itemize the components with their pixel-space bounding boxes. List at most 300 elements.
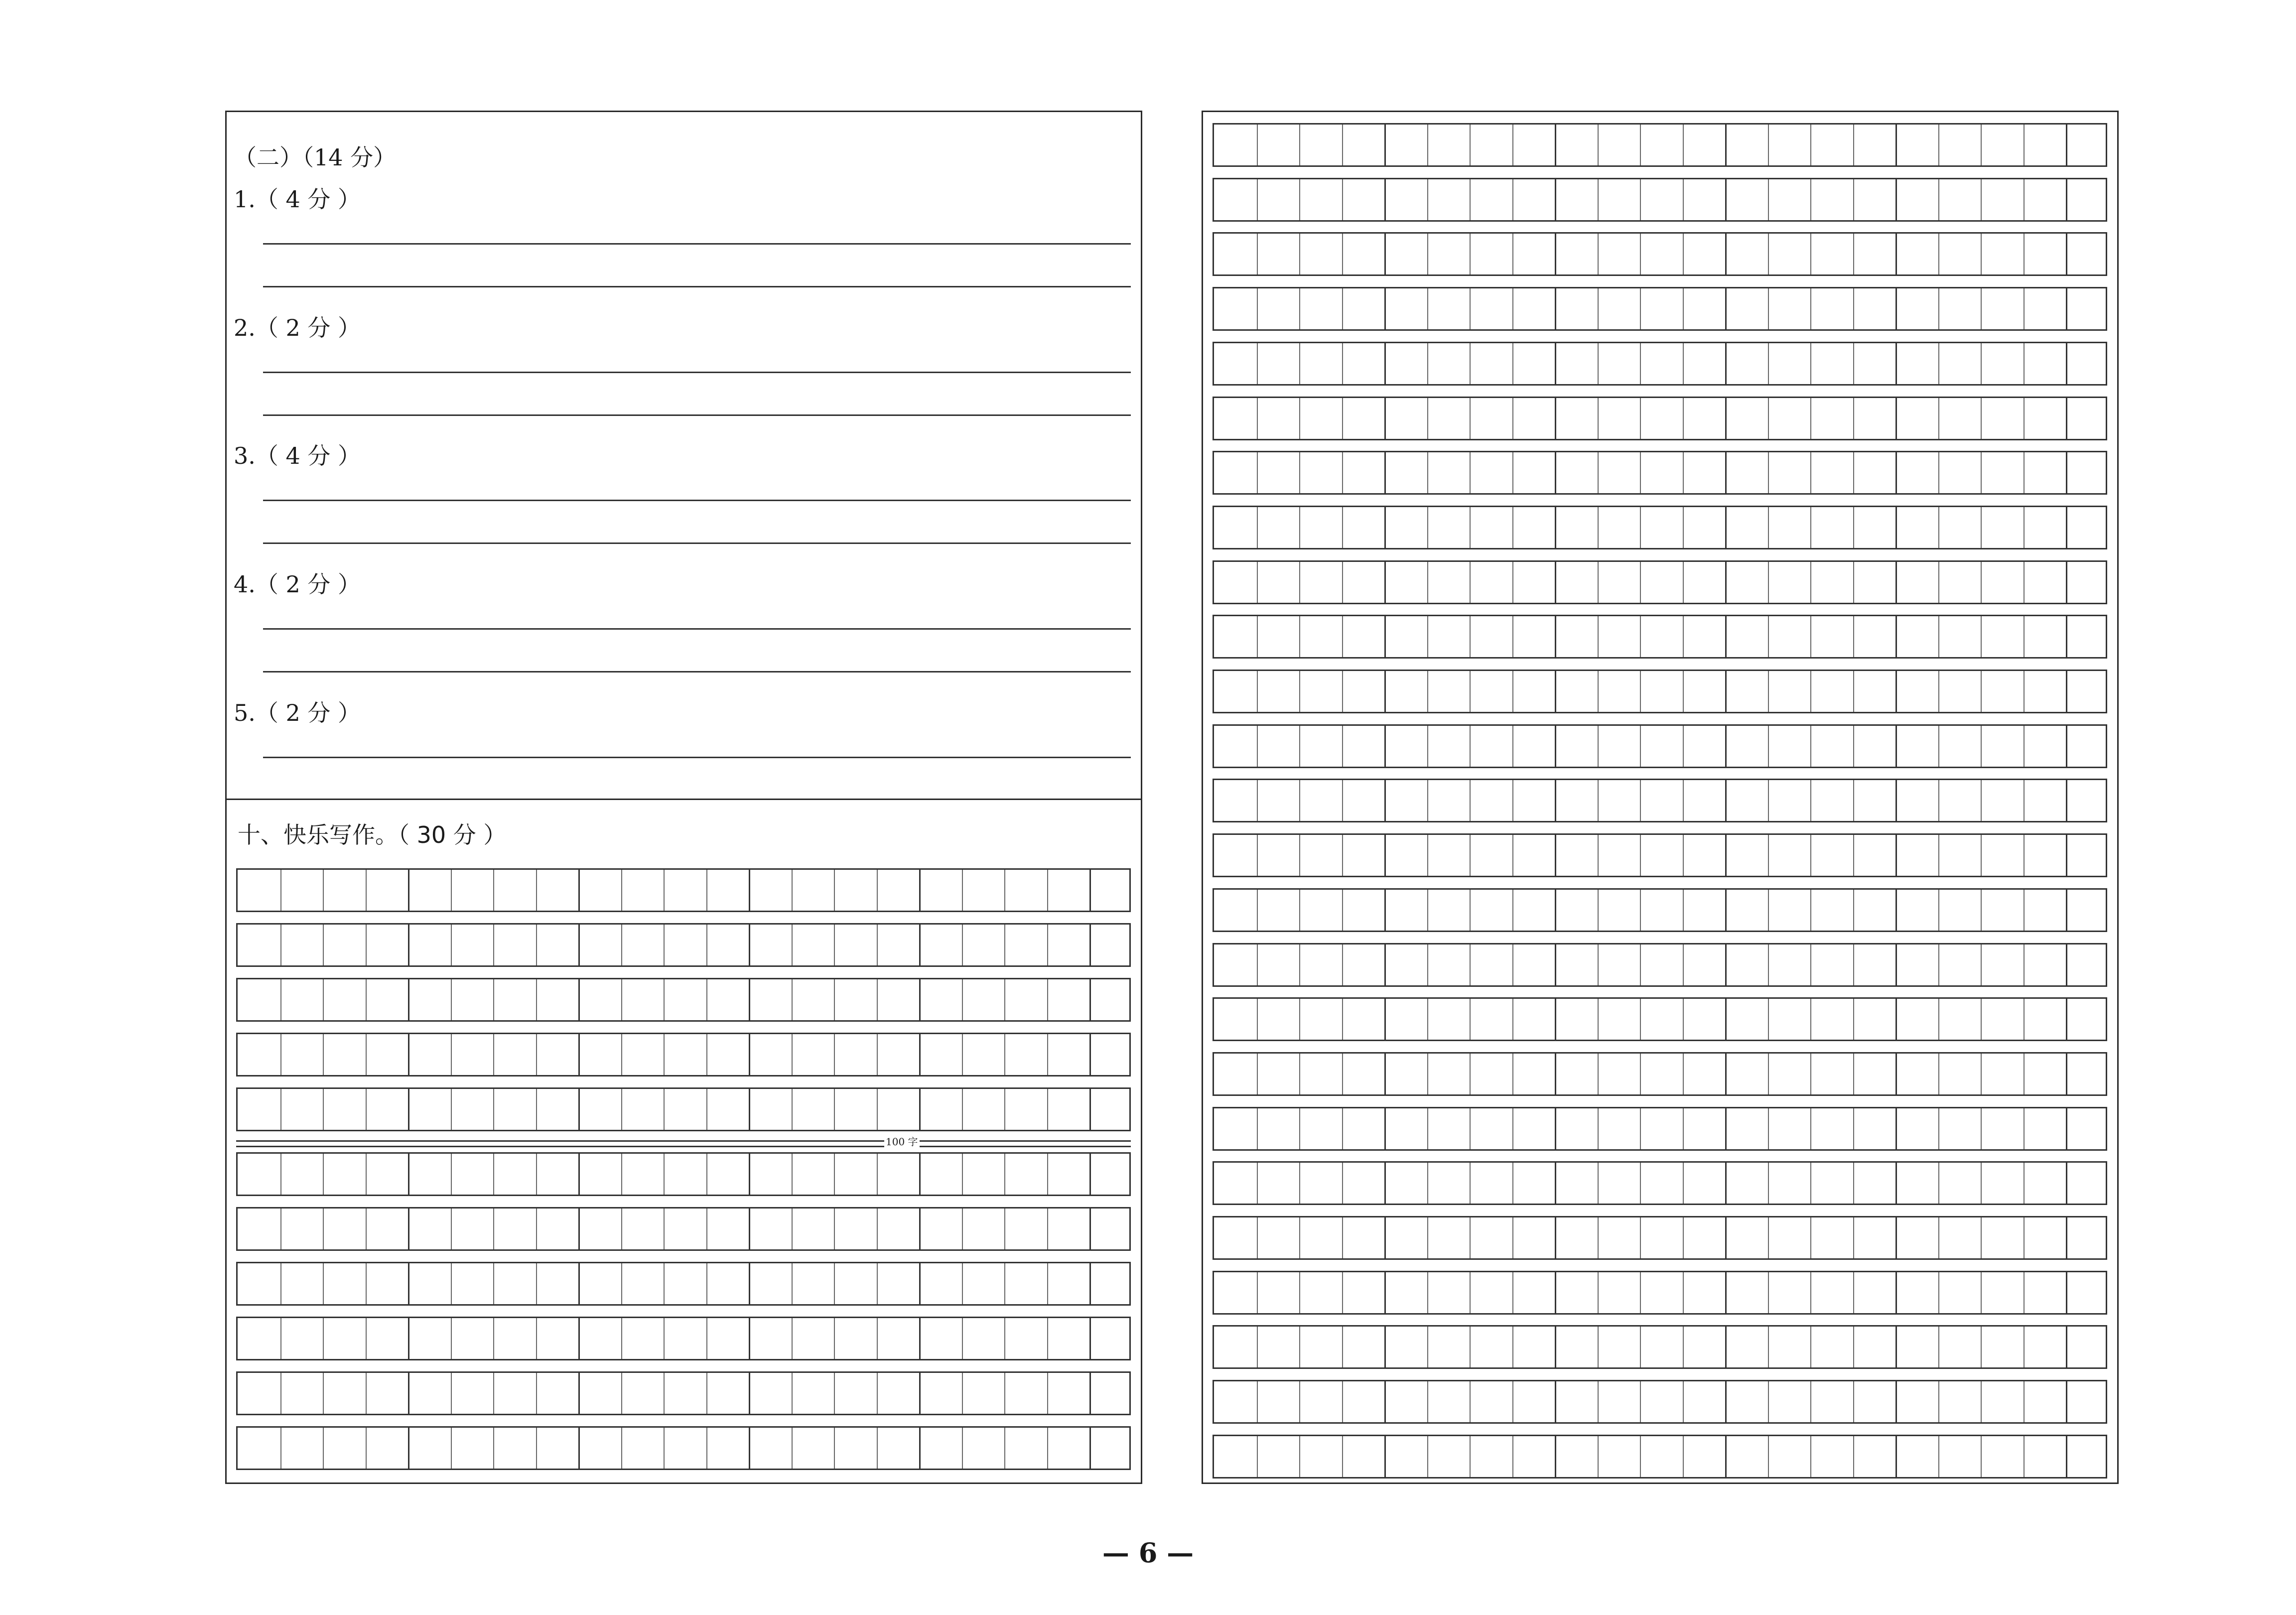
grid-cell[interactable] xyxy=(834,1034,877,1075)
grid-cell[interactable] xyxy=(2024,398,2066,439)
grid-cell[interactable] xyxy=(1981,452,2024,493)
grid-cell[interactable] xyxy=(1257,1327,1300,1367)
grid-cell[interactable] xyxy=(1598,726,1640,767)
grid-cell[interactable] xyxy=(1981,507,2024,548)
grid-cell[interactable] xyxy=(451,925,494,965)
grid-cell[interactable] xyxy=(1981,288,2024,329)
grid-cell[interactable] xyxy=(1342,125,1385,165)
grid-cell[interactable] xyxy=(1004,1318,1047,1359)
grid-cell[interactable] xyxy=(1981,1217,2024,1258)
grid-cell[interactable] xyxy=(323,1263,366,1304)
grid-cell[interactable] xyxy=(1384,288,1427,329)
grid-cell[interactable] xyxy=(1555,179,1598,220)
grid-cell[interactable] xyxy=(2024,890,2066,931)
grid-cell[interactable] xyxy=(1089,1428,1132,1469)
grid-cell[interactable] xyxy=(1214,726,1257,767)
grid-cell[interactable] xyxy=(1725,999,1768,1040)
grid-cell[interactable] xyxy=(1725,452,1768,493)
grid-cell[interactable] xyxy=(1853,507,1896,548)
grid-cell[interactable] xyxy=(366,1089,408,1130)
grid-cell[interactable] xyxy=(1257,562,1300,603)
grid-cell[interactable] xyxy=(1853,1217,1896,1258)
grid-cell[interactable] xyxy=(1598,944,1640,985)
grid-cell[interactable] xyxy=(621,1034,664,1075)
grid-cell[interactable] xyxy=(1470,179,1512,220)
grid-cell[interactable] xyxy=(536,1428,579,1469)
grid-cell[interactable] xyxy=(1384,343,1427,384)
grid-cell[interactable] xyxy=(238,1263,280,1304)
grid-cell[interactable] xyxy=(1895,999,1938,1040)
grid-cell[interactable] xyxy=(238,1373,280,1414)
grid-cell[interactable] xyxy=(1004,979,1047,1020)
grid-cell[interactable] xyxy=(621,979,664,1020)
grid-cell[interactable] xyxy=(1512,835,1555,876)
grid-cell[interactable] xyxy=(1598,1163,1640,1204)
grid-cell[interactable] xyxy=(1555,1217,1598,1258)
grid-cell[interactable] xyxy=(1895,890,1938,931)
grid-cell[interactable] xyxy=(621,1373,664,1414)
grid-cell[interactable] xyxy=(1470,726,1512,767)
grid-cell[interactable] xyxy=(323,1209,366,1249)
grid-cell[interactable] xyxy=(1512,1163,1555,1204)
grid-cell[interactable] xyxy=(1555,780,1598,821)
grid-cell[interactable] xyxy=(1299,562,1342,603)
grid-cell[interactable] xyxy=(1683,1054,1726,1094)
grid-cell[interactable] xyxy=(1768,1108,1811,1149)
grid-cell[interactable] xyxy=(1555,1163,1598,1204)
grid-cell[interactable] xyxy=(1725,1217,1768,1258)
grid-cell[interactable] xyxy=(792,1318,834,1359)
grid-cell[interactable] xyxy=(1214,1436,1257,1477)
grid-cell[interactable] xyxy=(1640,398,1683,439)
grid-cell[interactable] xyxy=(792,870,834,911)
grid-cell[interactable] xyxy=(1598,835,1640,876)
grid-cell[interactable] xyxy=(1214,179,1257,220)
grid-cell[interactable] xyxy=(1895,398,1938,439)
grid-cell[interactable] xyxy=(1598,1217,1640,1258)
grid-cell[interactable] xyxy=(1981,343,2024,384)
grid-cell[interactable] xyxy=(1895,1381,1938,1422)
grid-cell[interactable] xyxy=(1470,1108,1512,1149)
grid-cell[interactable] xyxy=(1683,452,1726,493)
grid-cell[interactable] xyxy=(664,1373,706,1414)
grid-cell[interactable] xyxy=(1299,452,1342,493)
grid-cell[interactable] xyxy=(1810,1163,1853,1204)
grid-cell[interactable] xyxy=(578,1089,621,1130)
grid-cell[interactable] xyxy=(1384,1272,1427,1313)
grid-cell[interactable] xyxy=(2066,835,2109,876)
grid-cell[interactable] xyxy=(1342,1217,1385,1258)
grid-cell[interactable] xyxy=(834,1209,877,1249)
grid-cell[interactable] xyxy=(1598,616,1640,657)
grid-cell[interactable] xyxy=(1725,179,1768,220)
grid-cell[interactable] xyxy=(1683,890,1726,931)
grid-cell[interactable] xyxy=(877,1154,920,1195)
grid-cell[interactable] xyxy=(1384,944,1427,985)
grid-cell[interactable] xyxy=(919,1034,962,1075)
grid-cell[interactable] xyxy=(1853,1381,1896,1422)
grid-cell[interactable] xyxy=(2066,562,2109,603)
grid-cell[interactable] xyxy=(1342,999,1385,1040)
grid-cell[interactable] xyxy=(1004,1428,1047,1469)
grid-cell[interactable] xyxy=(1257,616,1300,657)
grid-cell[interactable] xyxy=(2024,1217,2066,1258)
grid-cell[interactable] xyxy=(1047,1209,1090,1249)
grid-cell[interactable] xyxy=(1981,1108,2024,1149)
grid-cell[interactable] xyxy=(1981,562,2024,603)
grid-cell[interactable] xyxy=(1768,507,1811,548)
grid-cell[interactable] xyxy=(1895,1054,1938,1094)
grid-cell[interactable] xyxy=(1768,452,1811,493)
grid-cell[interactable] xyxy=(1683,999,1726,1040)
grid-cell[interactable] xyxy=(1555,288,1598,329)
grid-cell[interactable] xyxy=(1640,234,1683,274)
grid-cell[interactable] xyxy=(1257,288,1300,329)
grid-cell[interactable] xyxy=(1004,925,1047,965)
grid-cell[interactable] xyxy=(1853,1054,1896,1094)
grid-cell[interactable] xyxy=(2066,944,2109,985)
grid-cell[interactable] xyxy=(1938,562,1981,603)
grid-cell[interactable] xyxy=(1853,179,1896,220)
grid-cell[interactable] xyxy=(1938,726,1981,767)
grid-cell[interactable] xyxy=(238,1154,280,1195)
grid-cell[interactable] xyxy=(1047,979,1090,1020)
grid-cell[interactable] xyxy=(1853,999,1896,1040)
grid-cell[interactable] xyxy=(1683,726,1726,767)
grid-cell[interactable] xyxy=(1299,726,1342,767)
grid-cell[interactable] xyxy=(2066,507,2109,548)
grid-cell[interactable] xyxy=(1470,343,1512,384)
grid-cell[interactable] xyxy=(1725,398,1768,439)
grid-cell[interactable] xyxy=(238,1034,280,1075)
grid-cell[interactable] xyxy=(493,1318,536,1359)
grid-cell[interactable] xyxy=(1810,1327,1853,1367)
grid-cell[interactable] xyxy=(2024,671,2066,712)
grid-cell[interactable] xyxy=(1299,1327,1342,1367)
grid-cell[interactable] xyxy=(1299,671,1342,712)
grid-cell[interactable] xyxy=(919,1428,962,1469)
grid-cell[interactable] xyxy=(877,1034,920,1075)
answer-line[interactable] xyxy=(263,542,1131,544)
grid-cell[interactable] xyxy=(621,1089,664,1130)
grid-cell[interactable] xyxy=(1981,125,2024,165)
grid-cell[interactable] xyxy=(2024,288,2066,329)
grid-cell[interactable] xyxy=(2066,1436,2109,1477)
grid-cell[interactable] xyxy=(1555,1108,1598,1149)
grid-cell[interactable] xyxy=(1257,1054,1300,1094)
grid-cell[interactable] xyxy=(1640,1054,1683,1094)
grid-cell[interactable] xyxy=(706,870,749,911)
grid-cell[interactable] xyxy=(1299,234,1342,274)
grid-cell[interactable] xyxy=(1725,780,1768,821)
grid-cell[interactable] xyxy=(323,1154,366,1195)
grid-cell[interactable] xyxy=(962,1034,1005,1075)
grid-cell[interactable] xyxy=(2024,944,2066,985)
grid-cell[interactable] xyxy=(1555,125,1598,165)
grid-cell[interactable] xyxy=(1683,507,1726,548)
grid-cell[interactable] xyxy=(493,1089,536,1130)
grid-cell[interactable] xyxy=(1342,944,1385,985)
grid-cell[interactable] xyxy=(1640,1327,1683,1367)
grid-cell[interactable] xyxy=(1470,452,1512,493)
grid-cell[interactable] xyxy=(578,870,621,911)
grid-cell[interactable] xyxy=(1810,1217,1853,1258)
grid-cell[interactable] xyxy=(1810,671,1853,712)
grid-cell[interactable] xyxy=(2024,1272,2066,1313)
grid-cell[interactable] xyxy=(1895,1108,1938,1149)
grid-cell[interactable] xyxy=(1598,671,1640,712)
grid-cell[interactable] xyxy=(1384,1436,1427,1477)
grid-cell[interactable] xyxy=(1214,1217,1257,1258)
grid-cell[interactable] xyxy=(1981,616,2024,657)
grid-cell[interactable] xyxy=(1725,234,1768,274)
grid-cell[interactable] xyxy=(1384,1163,1427,1204)
grid-cell[interactable] xyxy=(877,1428,920,1469)
grid-cell[interactable] xyxy=(962,1318,1005,1359)
grid-cell[interactable] xyxy=(366,870,408,911)
grid-cell[interactable] xyxy=(834,1428,877,1469)
grid-cell[interactable] xyxy=(536,925,579,965)
grid-cell[interactable] xyxy=(238,1318,280,1359)
grid-cell[interactable] xyxy=(1257,944,1300,985)
grid-cell[interactable] xyxy=(1725,343,1768,384)
grid-cell[interactable] xyxy=(919,1263,962,1304)
grid-cell[interactable] xyxy=(1384,999,1427,1040)
grid-cell[interactable] xyxy=(834,1089,877,1130)
grid-cell[interactable] xyxy=(1555,234,1598,274)
grid-cell[interactable] xyxy=(1004,1089,1047,1130)
grid-cell[interactable] xyxy=(1089,1373,1132,1414)
grid-cell[interactable] xyxy=(1768,616,1811,657)
grid-cell[interactable] xyxy=(1512,125,1555,165)
grid-cell[interactable] xyxy=(451,870,494,911)
answer-line[interactable] xyxy=(263,757,1131,758)
grid-cell[interactable] xyxy=(919,925,962,965)
grid-cell[interactable] xyxy=(1299,780,1342,821)
grid-cell[interactable] xyxy=(1214,780,1257,821)
grid-cell[interactable] xyxy=(962,925,1005,965)
grid-cell[interactable] xyxy=(1895,179,1938,220)
grid-cell[interactable] xyxy=(1768,1217,1811,1258)
grid-cell[interactable] xyxy=(1004,1209,1047,1249)
grid-cell[interactable] xyxy=(1427,398,1470,439)
grid-cell[interactable] xyxy=(1938,999,1981,1040)
grid-cell[interactable] xyxy=(1981,398,2024,439)
grid-cell[interactable] xyxy=(2024,1108,2066,1149)
grid-cell[interactable] xyxy=(1725,1272,1768,1313)
grid-cell[interactable] xyxy=(280,1154,323,1195)
grid-cell[interactable] xyxy=(366,925,408,965)
grid-cell[interactable] xyxy=(1555,1054,1598,1094)
grid-cell[interactable] xyxy=(578,1209,621,1249)
grid-cell[interactable] xyxy=(2066,288,2109,329)
grid-cell[interactable] xyxy=(1683,1108,1726,1149)
grid-cell[interactable] xyxy=(1938,671,1981,712)
grid-cell[interactable] xyxy=(1512,1272,1555,1313)
grid-cell[interactable] xyxy=(1725,944,1768,985)
grid-cell[interactable] xyxy=(1938,1054,1981,1094)
grid-cell[interactable] xyxy=(493,1263,536,1304)
grid-cell[interactable] xyxy=(1895,507,1938,548)
grid-cell[interactable] xyxy=(280,1263,323,1304)
grid-cell[interactable] xyxy=(1427,343,1470,384)
grid-cell[interactable] xyxy=(1725,1163,1768,1204)
grid-cell[interactable] xyxy=(2066,780,2109,821)
grid-cell[interactable] xyxy=(1938,234,1981,274)
grid-cell[interactable] xyxy=(2024,780,2066,821)
grid-cell[interactable] xyxy=(1427,507,1470,548)
grid-cell[interactable] xyxy=(1725,562,1768,603)
grid-cell[interactable] xyxy=(1895,1163,1938,1204)
grid-cell[interactable] xyxy=(1810,616,1853,657)
grid-cell[interactable] xyxy=(1004,870,1047,911)
grid-cell[interactable] xyxy=(2066,726,2109,767)
grid-cell[interactable] xyxy=(1214,835,1257,876)
grid-cell[interactable] xyxy=(366,979,408,1020)
grid-cell[interactable] xyxy=(323,870,366,911)
grid-cell[interactable] xyxy=(877,1089,920,1130)
grid-cell[interactable] xyxy=(664,1034,706,1075)
grid-cell[interactable] xyxy=(749,1034,792,1075)
grid-cell[interactable] xyxy=(1047,1428,1090,1469)
grid-cell[interactable] xyxy=(2024,507,2066,548)
grid-cell[interactable] xyxy=(962,1154,1005,1195)
grid-cell[interactable] xyxy=(578,1428,621,1469)
answer-line[interactable] xyxy=(263,628,1131,630)
grid-cell[interactable] xyxy=(1299,616,1342,657)
grid-cell[interactable] xyxy=(1938,343,1981,384)
grid-cell[interactable] xyxy=(1598,780,1640,821)
grid-cell[interactable] xyxy=(1214,452,1257,493)
grid-cell[interactable] xyxy=(1427,288,1470,329)
grid-cell[interactable] xyxy=(1427,999,1470,1040)
grid-cell[interactable] xyxy=(1640,1108,1683,1149)
grid-cell[interactable] xyxy=(1555,452,1598,493)
grid-cell[interactable] xyxy=(1853,726,1896,767)
grid-cell[interactable] xyxy=(1853,288,1896,329)
grid-cell[interactable] xyxy=(1640,616,1683,657)
grid-cell[interactable] xyxy=(1768,398,1811,439)
grid-cell[interactable] xyxy=(1427,234,1470,274)
grid-cell[interactable] xyxy=(2066,1163,2109,1204)
grid-cell[interactable] xyxy=(323,1318,366,1359)
grid-cell[interactable] xyxy=(1342,562,1385,603)
grid-cell[interactable] xyxy=(280,1428,323,1469)
grid-cell[interactable] xyxy=(1598,1272,1640,1313)
grid-cell[interactable] xyxy=(323,1373,366,1414)
grid-cell[interactable] xyxy=(1683,944,1726,985)
grid-cell[interactable] xyxy=(578,1318,621,1359)
grid-cell[interactable] xyxy=(1810,726,1853,767)
grid-cell[interactable] xyxy=(2066,452,2109,493)
grid-cell[interactable] xyxy=(1047,870,1090,911)
grid-cell[interactable] xyxy=(2066,125,2109,165)
grid-cell[interactable] xyxy=(238,979,280,1020)
grid-cell[interactable] xyxy=(2066,890,2109,931)
grid-cell[interactable] xyxy=(1853,1163,1896,1204)
grid-cell[interactable] xyxy=(1640,562,1683,603)
grid-cell[interactable] xyxy=(366,1263,408,1304)
grid-cell[interactable] xyxy=(1768,726,1811,767)
grid-cell[interactable] xyxy=(792,1428,834,1469)
grid-cell[interactable] xyxy=(664,1089,706,1130)
grid-cell[interactable] xyxy=(1342,234,1385,274)
grid-cell[interactable] xyxy=(2024,726,2066,767)
grid-cell[interactable] xyxy=(408,870,451,911)
grid-cell[interactable] xyxy=(280,1089,323,1130)
grid-cell[interactable] xyxy=(1981,1436,2024,1477)
grid-cell[interactable] xyxy=(1257,726,1300,767)
grid-cell[interactable] xyxy=(1427,726,1470,767)
grid-cell[interactable] xyxy=(1470,671,1512,712)
grid-cell[interactable] xyxy=(1810,398,1853,439)
grid-cell[interactable] xyxy=(280,870,323,911)
grid-cell[interactable] xyxy=(323,1428,366,1469)
grid-cell[interactable] xyxy=(1384,234,1427,274)
grid-cell[interactable] xyxy=(792,925,834,965)
grid-cell[interactable] xyxy=(1470,1054,1512,1094)
grid-cell[interactable] xyxy=(1214,1163,1257,1204)
grid-cell[interactable] xyxy=(1853,944,1896,985)
grid-cell[interactable] xyxy=(1299,1163,1342,1204)
grid-cell[interactable] xyxy=(1214,616,1257,657)
grid-cell[interactable] xyxy=(1299,507,1342,548)
grid-cell[interactable] xyxy=(1089,1154,1132,1195)
grid-cell[interactable] xyxy=(1598,890,1640,931)
grid-cell[interactable] xyxy=(1683,835,1726,876)
grid-cell[interactable] xyxy=(2024,343,2066,384)
grid-cell[interactable] xyxy=(408,1209,451,1249)
grid-cell[interactable] xyxy=(1895,234,1938,274)
grid-cell[interactable] xyxy=(919,1318,962,1359)
grid-cell[interactable] xyxy=(919,979,962,1020)
grid-cell[interactable] xyxy=(834,870,877,911)
grid-cell[interactable] xyxy=(1470,1217,1512,1258)
grid-cell[interactable] xyxy=(1768,890,1811,931)
grid-cell[interactable] xyxy=(2024,835,2066,876)
grid-cell[interactable] xyxy=(1384,1054,1427,1094)
grid-cell[interactable] xyxy=(919,1209,962,1249)
grid-cell[interactable] xyxy=(1512,1381,1555,1422)
grid-cell[interactable] xyxy=(1299,835,1342,876)
grid-cell[interactable] xyxy=(1384,1327,1427,1367)
grid-cell[interactable] xyxy=(877,979,920,1020)
grid-cell[interactable] xyxy=(1342,780,1385,821)
grid-cell[interactable] xyxy=(1214,671,1257,712)
grid-cell[interactable] xyxy=(1512,1436,1555,1477)
grid-cell[interactable] xyxy=(1810,343,1853,384)
grid-cell[interactable] xyxy=(1853,1327,1896,1367)
grid-cell[interactable] xyxy=(1725,507,1768,548)
grid-cell[interactable] xyxy=(1640,1381,1683,1422)
grid-cell[interactable] xyxy=(578,1373,621,1414)
grid-cell[interactable] xyxy=(408,1428,451,1469)
grid-cell[interactable] xyxy=(1598,507,1640,548)
grid-cell[interactable] xyxy=(1427,1163,1470,1204)
grid-cell[interactable] xyxy=(1214,343,1257,384)
grid-cell[interactable] xyxy=(1938,616,1981,657)
grid-cell[interactable] xyxy=(451,1373,494,1414)
grid-cell[interactable] xyxy=(1810,562,1853,603)
grid-cell[interactable] xyxy=(1810,1436,1853,1477)
grid-cell[interactable] xyxy=(1810,179,1853,220)
grid-cell[interactable] xyxy=(664,1428,706,1469)
grid-cell[interactable] xyxy=(238,1089,280,1130)
grid-cell[interactable] xyxy=(1555,507,1598,548)
grid-cell[interactable] xyxy=(664,1209,706,1249)
grid-cell[interactable] xyxy=(1470,616,1512,657)
grid-cell[interactable] xyxy=(536,1089,579,1130)
